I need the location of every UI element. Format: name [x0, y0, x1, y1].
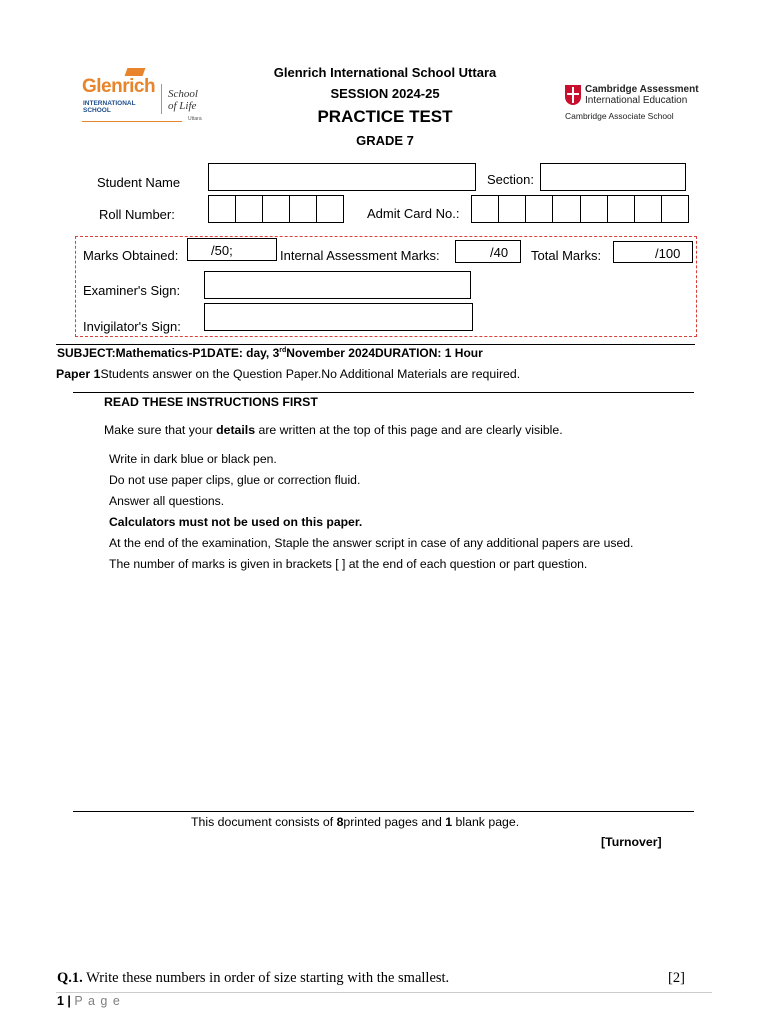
- invigilator-sign-field[interactable]: [204, 303, 473, 331]
- marks-obtained-value: /50;: [211, 243, 233, 258]
- logo-sub2: SCHOOL: [83, 107, 111, 114]
- instruction-item: Calculators must not be used on this paper.: [109, 515, 363, 529]
- cambridge-line3: Cambridge Associate School: [565, 111, 674, 121]
- page-number: [57, 994, 121, 1008]
- intro-a: Make sure that your: [104, 423, 217, 437]
- pages-n: 8: [336, 815, 344, 829]
- logo-brand: Glenrich: [82, 76, 156, 97]
- blank-n: 1: [445, 815, 453, 829]
- section-field[interactable]: [540, 163, 686, 191]
- logo-city: Uttara: [188, 116, 202, 122]
- intro-bold: details: [216, 423, 256, 437]
- instruction-item: Do not use paper clips, glue or correction fluid.: [109, 473, 361, 487]
- student-name-field[interactable]: [208, 163, 476, 191]
- subject-line: [57, 346, 483, 360]
- instruction-item: Write in dark blue or black pen.: [109, 452, 277, 466]
- cambridge-logo: [565, 84, 699, 124]
- instructions-top-rule: [73, 392, 694, 393]
- instruction-item: Answer all questions.: [109, 494, 225, 508]
- page-title: PRACTICE TEST: [317, 107, 453, 126]
- logo-underline: [82, 121, 182, 122]
- cambridge-line2: International Education: [585, 95, 688, 106]
- turnover: [Turnover]: [601, 835, 662, 849]
- page-footer-rule: [56, 992, 712, 993]
- cambridge-shield-icon: [565, 85, 581, 105]
- cambridge-line1: Cambridge Assessment: [585, 84, 699, 95]
- internal-marks-label: Internal Assessment Marks:: [280, 248, 440, 263]
- instructions-intro: [104, 423, 563, 437]
- question-label: Q.1.: [57, 970, 83, 986]
- pages-note: [191, 815, 519, 829]
- instruction-item: At the end of the examination, Staple the answer script in case of any additional papers are used.: [109, 536, 634, 550]
- total-marks-field[interactable]: [613, 241, 693, 263]
- question-text: Write these numbers in order of size starting with the smallest.: [82, 970, 450, 986]
- session: SESSION 2024-25: [330, 86, 440, 101]
- admit-card-cells[interactable]: [471, 195, 689, 223]
- grade: GRADE 7: [356, 133, 414, 148]
- section-label: Section:: [487, 172, 534, 187]
- graduation-cap-icon: [125, 68, 146, 76]
- marks-obtained-label: Marks Obtained:: [83, 248, 179, 263]
- logo-sub1: INTERNATIONAL: [83, 100, 136, 107]
- logo-divider: [161, 84, 162, 114]
- invigilator-label: Invigilator's Sign:: [83, 319, 181, 334]
- pages-a: This document consists of: [191, 815, 337, 829]
- total-marks-label: Total Marks:: [531, 248, 602, 263]
- roll-number-cells[interactable]: [208, 195, 344, 223]
- paper-label: Paper 1: [56, 367, 101, 381]
- page-sep: |: [63, 994, 75, 1008]
- internal-marks-field[interactable]: [455, 240, 521, 263]
- pages-b: printed pages and: [343, 815, 446, 829]
- roll-number-label: Roll Number:: [99, 207, 175, 222]
- school-name: Glenrich International School Uttara: [273, 65, 497, 80]
- glenrich-logo: [76, 66, 214, 128]
- examiner-sign-field[interactable]: [204, 271, 471, 299]
- admit-card-label: Admit Card No.:: [367, 206, 460, 221]
- subject-line-a: SUBJECT:Mathematics-P1DATE: day, 3: [57, 346, 280, 360]
- paper-text: Students answer on the Question Paper.No Additional Materials are required.: [100, 367, 521, 381]
- instructions-heading: READ THESE INSTRUCTIONS FIRST: [104, 395, 318, 409]
- internal-marks-value: /40: [490, 245, 509, 260]
- blank-b: blank page.: [452, 815, 520, 829]
- page-word: P a g e: [74, 994, 121, 1008]
- subject-line-b: November 2024DURATION: 1 Hour: [286, 346, 483, 360]
- intro-b: are written at the top of this page and are clearly visible.: [255, 423, 563, 437]
- subject-sup: rd: [279, 347, 287, 354]
- question-marks: [2]: [668, 970, 685, 986]
- page-number-value: 1: [57, 994, 64, 1008]
- student-name-label: Student Name: [97, 175, 181, 190]
- subject-top-rule: [56, 344, 695, 345]
- total-marks-value: /100: [655, 246, 681, 261]
- instruction-item: The number of marks is given in brackets [ ] at the end of each question or part question.: [109, 557, 588, 571]
- question-line: [57, 970, 449, 987]
- footer-rule: [73, 811, 694, 812]
- paper-line: [56, 367, 520, 381]
- logo-tag2: of Life: [168, 100, 197, 112]
- logo-tag1: School: [168, 88, 198, 100]
- examiner-label: Examiner's Sign:: [83, 283, 181, 298]
